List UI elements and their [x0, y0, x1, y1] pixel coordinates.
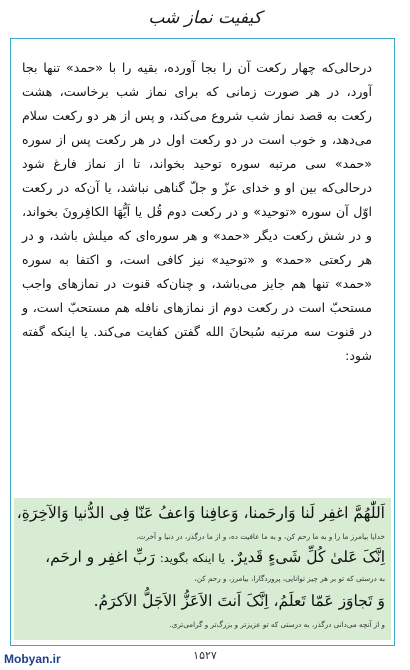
prayer-line-3-translation: و از آنچه می‌دانی درگذر، به درستی که تو عزیزتر و بزرگ‌تر و گرامی‌تری.: [169, 620, 385, 629]
prayer-line-3-arabic: وَ تَجاوَز عَمّا تَعلَمُ، اِنَّکَ اَنتَ الاَعَزُّ الاَجَلُّ الاَکرَمُ.: [93, 592, 385, 610]
site-watermark[interactable]: Mobyan.ir: [4, 652, 61, 666]
prayer-line-2: [20, 548, 385, 566]
prayer-line-1-arabic: اَللّٰهُمَّ اغفِر لَنا وَارحَمنا، وَعافِنا وَاعفُ عَنّا فِی الدُّنیا وَالآخِرَةِ،: [16, 504, 385, 522]
prayer-line-1-translation: خدایا بیامرز ما را و به ما رحم کن، و به ما عافیت ده، و از ما درگذر، در دنیا و آخرت،: [136, 532, 385, 541]
prayer-line-2-arabic-end: رَبِّ اغفِر و ارحَم،: [45, 548, 155, 566]
prayer-box: [14, 498, 391, 640]
page-title: کیفیت نماز شب: [148, 8, 262, 28]
prayer-line-2-arabic: اِنَّکَ عَلیٰ کُلِّ شَیءٍ قَدیرٌ.: [229, 548, 385, 566]
body-paragraph: درحالی‌که چهار رکعت آن را بجا آورده، بقیه را با «حمد» تنها بجا آورد، در هر صورت زمانی که برای نماز شب برخاست، هشت رکعت به قصد نماز شب شروع می‌کند، و پس از هر دو رکعت سلام می‌دهد، و خوب است در دو رکعت اول در هر رکعت پس از سوره «حمد» سی مرتبه سوره توحید بخواند، تا از نماز فارغ شود درحالی‌که بین او و خدای عزّ و جلّ گناهی نباشد، یا آن‌که در رکعت اوّل آن سوره «توحید» و در رکعت دوم قُل یا اَیُّهَا الکافِرونَ بخواند، و در شش رکعت دیگر «حمد» و هر سوره‌ای که میلش باشد، و در هر رکعتی «حمد» و «توحید» نیز کافی است، و اکتفا به سوره «حمد» تنها هم جایز می‌باشد، و چنان‌که قنوت در نمازهای واجب مستحبّ است در رکعت دوم از نمازهای نافله هم مستحبّ است، و در قنوت سه مرتبه سُبحانَ الله گفتن کفایت می‌کند. یا اینکه گفته شود:: [22, 60, 372, 363]
prayer-line-2-translation: به درستی که تو بر هر چیز توانایی، پروردگارا، بیامرز، و رحم کن،: [194, 574, 385, 583]
prayer-line-2-note: یا اینکه بگوید:: [159, 551, 225, 565]
page-number: ۱۵۲۷: [193, 649, 217, 662]
